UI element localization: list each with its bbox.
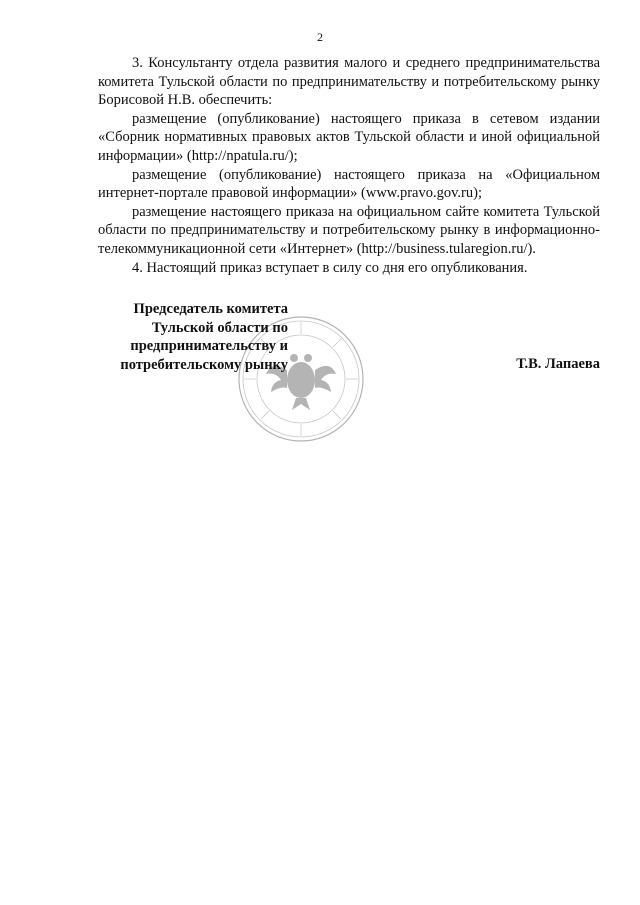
signatory-title	[98, 300, 288, 374]
document-body	[98, 54, 600, 277]
paragraph-item-4: 4. Настоящий приказ вступает в силу со дня его опубликования.	[132, 259, 528, 276]
paragraph-publish-npatula: размещение (опубликование) настоящего приказа в сетевом издании «Сборник нормативных правовых актов Тульской области и иной официальной информации» (http://npatula.ru/);	[98, 110, 600, 164]
paragraph-publish-pravo: размещение (опубликование) настоящего приказа на «Официальном интернет-портале правовой информации» (www.pravo.gov.ru);	[98, 166, 600, 202]
signatory-title-line: Тульской области по	[151, 319, 288, 336]
signatory-title-line: предпринимательству и	[130, 338, 288, 354]
signatory-title-line: Председатель комитета	[133, 301, 288, 317]
signature-block	[98, 300, 600, 440]
signatory-title-line: потребительскому рынку	[120, 356, 288, 373]
paragraph-item-3: 3. Консультанту отдела развития малого и среднего предпринимательства комитета Тульской области по предпринимательству и потребительскому рынку Борисовой Н.В. обеспечить:	[98, 55, 600, 109]
signatory-name: Т.В. Лапаева	[516, 356, 600, 372]
page-number: 2	[317, 30, 323, 44]
paragraph-publish-site: размещение настоящего приказа на официальном сайте комитета Тульской области по предпринимательству и потребительскому рынку в информационно-телекоммуникационной сети «Интернет» (http://business.tularegion.ru/).	[98, 203, 600, 257]
